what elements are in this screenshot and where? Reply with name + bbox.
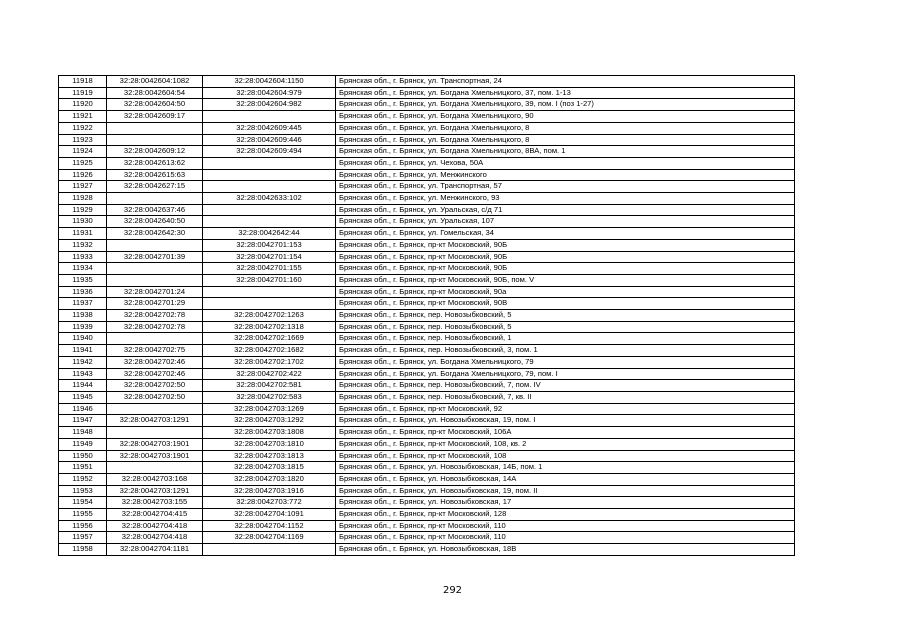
table-row	[59, 333, 795, 345]
table-row	[59, 169, 795, 181]
address-cell: Брянская обл., г. Брянск, пр-кт Московский, 128	[336, 509, 795, 521]
table-row	[59, 157, 795, 169]
cadastral-building-cell	[107, 134, 203, 146]
cadastral-building-cell	[107, 333, 203, 345]
address-cell: Брянская обл., г. Брянск, пр-кт Московский, 108, кв. 2	[336, 438, 795, 450]
table-row	[59, 321, 795, 333]
table-row	[59, 228, 795, 240]
cadastral-premise-cell: 32:28:0042702:583	[203, 391, 336, 403]
cadastral-building-cell: 32:28:0042637:46	[107, 204, 203, 216]
table-row	[59, 485, 795, 497]
table-row	[59, 76, 795, 88]
cadastral-building-cell: 32:28:0042704:415	[107, 509, 203, 521]
cadastral-building-cell	[107, 403, 203, 415]
row-number-cell: 11942	[59, 356, 107, 368]
cadastral-building-cell: 32:28:0042702:46	[107, 368, 203, 380]
cadastral-building-cell	[107, 462, 203, 474]
row-number-cell: 11952	[59, 473, 107, 485]
table-row	[59, 181, 795, 193]
address-cell: Брянская обл., г. Брянск, пр-кт Московский, 108	[336, 450, 795, 462]
table-row	[59, 99, 795, 111]
row-number-cell: 11947	[59, 415, 107, 427]
cadastral-building-cell: 32:28:0042704:418	[107, 532, 203, 544]
cadastral-premise-cell: 32:28:0042701:160	[203, 274, 336, 286]
table-row	[59, 111, 795, 123]
cadastral-building-cell: 32:28:0042701:24	[107, 286, 203, 298]
table-row	[59, 509, 795, 521]
row-number-cell: 11937	[59, 298, 107, 310]
row-number-cell: 11940	[59, 333, 107, 345]
address-cell: Брянская обл., г. Брянск, ул. Богдана Хмельницкого, 37, пом. 1-13	[336, 87, 795, 99]
address-cell: Брянская обл., г. Брянск, ул. Богдана Хмельницкого, 8ВА, пом. 1	[336, 146, 795, 158]
row-number-cell: 11920	[59, 99, 107, 111]
row-number-cell: 11949	[59, 438, 107, 450]
row-number-cell: 11938	[59, 310, 107, 322]
cadastral-premise-cell: 32:28:0042703:1815	[203, 462, 336, 474]
address-cell: Брянская обл., г. Брянск, пр-кт Московский, 90В	[336, 298, 795, 310]
cadastral-building-cell: 32:28:0042703:168	[107, 473, 203, 485]
row-number-cell: 11925	[59, 157, 107, 169]
address-cell: Брянская обл., г. Брянск, пер. Новозыбковский, 5	[336, 321, 795, 333]
cadastral-building-cell	[107, 263, 203, 275]
row-number-cell: 11933	[59, 251, 107, 263]
cadastral-building-cell: 32:28:0042615:63	[107, 169, 203, 181]
cadastral-building-cell: 32:28:0042703:1901	[107, 438, 203, 450]
address-cell: Брянская обл., г. Брянск, ул. Менжинского, 93	[336, 193, 795, 205]
cadastral-building-cell: 32:28:0042642:30	[107, 228, 203, 240]
cadastral-building-cell: 32:28:0042604:54	[107, 87, 203, 99]
cadastral-premise-cell	[203, 157, 336, 169]
cadastral-building-cell: 32:28:0042704:1181	[107, 544, 203, 556]
cadastral-building-cell: 32:28:0042604:1082	[107, 76, 203, 88]
row-number-cell: 11934	[59, 263, 107, 275]
cadastral-premise-cell	[203, 204, 336, 216]
table-row	[59, 87, 795, 99]
address-cell: Брянская обл., г. Брянск, ул. Новозыбковская, 19, пом. II	[336, 485, 795, 497]
address-cell: Брянская обл., г. Брянск, пер. Новозыбковский, 5	[336, 310, 795, 322]
address-cell: Брянская обл., г. Брянск, ул. Чехова, 50А	[336, 157, 795, 169]
cadastral-building-cell: 32:28:0042702:46	[107, 356, 203, 368]
row-number-cell: 11953	[59, 485, 107, 497]
cadastral-premise-cell: 32:28:0042703:1813	[203, 450, 336, 462]
cadastral-premise-cell: 32:28:0042704:1152	[203, 520, 336, 532]
address-cell: Брянская обл., г. Брянск, пер. Новозыбковский, 7, кв. II	[336, 391, 795, 403]
cadastral-premise-cell: 32:28:0042702:1702	[203, 356, 336, 368]
address-cell: Брянская обл., г. Брянск, пр-кт Московский, 92	[336, 403, 795, 415]
property-registry-table	[58, 75, 795, 556]
cadastral-building-cell: 32:28:0042701:39	[107, 251, 203, 263]
table-row	[59, 263, 795, 275]
row-number-cell: 11923	[59, 134, 107, 146]
cadastral-building-cell: 32:28:0042701:29	[107, 298, 203, 310]
row-number-cell: 11939	[59, 321, 107, 333]
cadastral-premise-cell: 32:28:0042702:1263	[203, 310, 336, 322]
row-number-cell: 11927	[59, 181, 107, 193]
cadastral-premise-cell: 32:28:0042703:1808	[203, 427, 336, 439]
cadastral-premise-cell: 32:28:0042704:1169	[203, 532, 336, 544]
table-row	[59, 391, 795, 403]
cadastral-premise-cell: 32:28:0042701:153	[203, 239, 336, 251]
address-cell: Брянская обл., г. Брянск, ул. Богдана Хмельницкого, 79, пом. I	[336, 368, 795, 380]
row-number-cell: 11957	[59, 532, 107, 544]
row-number-cell: 11941	[59, 345, 107, 357]
cadastral-premise-cell: 32:28:0042609:446	[203, 134, 336, 146]
cadastral-premise-cell: 32:28:0042703:772	[203, 497, 336, 509]
address-cell: Брянская обл., г. Брянск, ул. Новозыбковская, 17	[336, 497, 795, 509]
row-number-cell: 11924	[59, 146, 107, 158]
cadastral-building-cell: 32:28:0042609:17	[107, 111, 203, 123]
table-row	[59, 497, 795, 509]
cadastral-premise-cell: 32:28:0042701:155	[203, 263, 336, 275]
cadastral-building-cell: 32:28:0042604:50	[107, 99, 203, 111]
row-number-cell: 11950	[59, 450, 107, 462]
row-number-cell: 11958	[59, 544, 107, 556]
table-row	[59, 356, 795, 368]
table-row	[59, 532, 795, 544]
row-number-cell: 11936	[59, 286, 107, 298]
cadastral-premise-cell: 32:28:0042703:1810	[203, 438, 336, 450]
table-row	[59, 345, 795, 357]
table-row	[59, 298, 795, 310]
table-row	[59, 251, 795, 263]
cadastral-premise-cell: 32:28:0042703:1820	[203, 473, 336, 485]
cadastral-building-cell: 32:28:0042627:15	[107, 181, 203, 193]
row-number-cell: 11930	[59, 216, 107, 228]
cadastral-premise-cell	[203, 111, 336, 123]
cadastral-premise-cell: 32:28:0042609:445	[203, 122, 336, 134]
table-row	[59, 216, 795, 228]
cadastral-building-cell: 32:28:0042613:62	[107, 157, 203, 169]
table-row	[59, 403, 795, 415]
table-row	[59, 146, 795, 158]
table-row	[59, 462, 795, 474]
row-number-cell: 11928	[59, 193, 107, 205]
row-number-cell: 11955	[59, 509, 107, 521]
row-number-cell: 11944	[59, 380, 107, 392]
address-cell: Брянская обл., г. Брянск, пер. Новозыбковский, 1	[336, 333, 795, 345]
cadastral-premise-cell: 32:28:0042701:154	[203, 251, 336, 263]
row-number-cell: 11951	[59, 462, 107, 474]
cadastral-premise-cell	[203, 169, 336, 181]
table-row	[59, 310, 795, 322]
cadastral-building-cell: 32:28:0042702:78	[107, 310, 203, 322]
address-cell: Брянская обл., г. Брянск, ул. Новозыбковская, 19, пом. I	[336, 415, 795, 427]
row-number-cell: 11948	[59, 427, 107, 439]
address-cell: Брянская обл., г. Брянск, пр-кт Московский, 90Б	[336, 239, 795, 251]
table-row	[59, 368, 795, 380]
cadastral-premise-cell: 32:28:0042604:979	[203, 87, 336, 99]
cadastral-premise-cell: 32:28:0042702:581	[203, 380, 336, 392]
row-number-cell: 11932	[59, 239, 107, 251]
table-row	[59, 193, 795, 205]
cadastral-building-cell	[107, 239, 203, 251]
address-cell: Брянская обл., г. Брянск, ул. Богдана Хмельницкого, 8	[336, 122, 795, 134]
cadastral-premise-cell	[203, 544, 336, 556]
cadastral-premise-cell: 32:28:0042609:494	[203, 146, 336, 158]
cadastral-premise-cell: 32:28:0042703:1916	[203, 485, 336, 497]
table-row	[59, 438, 795, 450]
row-number-cell: 11926	[59, 169, 107, 181]
row-number-cell: 11956	[59, 520, 107, 532]
cadastral-premise-cell: 32:28:0042703:1269	[203, 403, 336, 415]
cadastral-premise-cell: 32:28:0042704:1091	[203, 509, 336, 521]
cadastral-premise-cell: 32:28:0042703:1292	[203, 415, 336, 427]
row-number-cell: 11929	[59, 204, 107, 216]
row-number-cell: 11935	[59, 274, 107, 286]
address-cell: Брянская обл., г. Брянск, ул. Богдана Хмельницкого, 39, пом. I (поз 1-27)	[336, 99, 795, 111]
row-number-cell: 11946	[59, 403, 107, 415]
row-number-cell: 11919	[59, 87, 107, 99]
address-cell: Брянская обл., г. Брянск, ул. Транспортная, 57	[336, 181, 795, 193]
table-row	[59, 427, 795, 439]
cadastral-building-cell: 32:28:0042702:75	[107, 345, 203, 357]
address-cell: Брянская обл., г. Брянск, пр-кт Московский, 90а	[336, 286, 795, 298]
cadastral-premise-cell: 32:28:0042642:44	[203, 228, 336, 240]
address-cell: Брянская обл., г. Брянск, пр-кт Московский, 90Б	[336, 251, 795, 263]
cadastral-building-cell: 32:28:0042702:50	[107, 380, 203, 392]
cadastral-premise-cell: 32:28:0042604:982	[203, 99, 336, 111]
address-cell: Брянская обл., г. Брянск, ул. Новозыбковская, 14Б, пом. 1	[336, 462, 795, 474]
page-number: 292	[442, 585, 463, 596]
table-row	[59, 286, 795, 298]
address-cell: Брянская обл., г. Брянск, ул. Богдана Хмельницкого, 8	[336, 134, 795, 146]
address-cell: Брянская обл., г. Брянск, пр-кт Московский, 90Б, пом. V	[336, 274, 795, 286]
cadastral-building-cell: 32:28:0042640:50	[107, 216, 203, 228]
cadastral-building-cell: 32:28:0042704:418	[107, 520, 203, 532]
table-row	[59, 380, 795, 392]
table-row	[59, 122, 795, 134]
table-row	[59, 204, 795, 216]
address-cell: Брянская обл., г. Брянск, ул. Богдана Хмельницкого, 79	[336, 356, 795, 368]
address-cell: Брянская обл., г. Брянск, ул. Уральская, 107	[336, 216, 795, 228]
cadastral-premise-cell: 32:28:0042702:1318	[203, 321, 336, 333]
cadastral-building-cell	[107, 122, 203, 134]
cadastral-premise-cell: 32:28:0042633:102	[203, 193, 336, 205]
cadastral-building-cell: 32:28:0042703:1291	[107, 415, 203, 427]
cadastral-building-cell: 32:28:0042703:1901	[107, 450, 203, 462]
cadastral-premise-cell	[203, 298, 336, 310]
address-cell: Брянская обл., г. Брянск, ул. Уральская, с/д 71	[336, 204, 795, 216]
address-cell: Брянская обл., г. Брянск, ул. Новозыбковская, 18В	[336, 544, 795, 556]
cadastral-premise-cell: 32:28:0042604:1150	[203, 76, 336, 88]
row-number-cell: 11921	[59, 111, 107, 123]
row-number-cell: 11943	[59, 368, 107, 380]
cadastral-building-cell	[107, 427, 203, 439]
row-number-cell: 11922	[59, 122, 107, 134]
row-number-cell: 11945	[59, 391, 107, 403]
table-row	[59, 134, 795, 146]
table-row	[59, 450, 795, 462]
cadastral-building-cell: 32:28:0042702:50	[107, 391, 203, 403]
cadastral-premise-cell	[203, 181, 336, 193]
cadastral-premise-cell: 32:28:0042702:1682	[203, 345, 336, 357]
registry-table-body	[59, 76, 795, 556]
address-cell: Брянская обл., г. Брянск, пр-кт Московский, 110	[336, 520, 795, 532]
table-row	[59, 544, 795, 556]
row-number-cell: 11918	[59, 76, 107, 88]
table-row	[59, 473, 795, 485]
cadastral-building-cell	[107, 274, 203, 286]
cadastral-building-cell: 32:28:0042703:155	[107, 497, 203, 509]
cadastral-premise-cell: 32:28:0042702:422	[203, 368, 336, 380]
cadastral-building-cell: 32:28:0042703:1291	[107, 485, 203, 497]
address-cell: Брянская обл., г. Брянск, ул. Богдана Хмельницкого, 90	[336, 111, 795, 123]
address-cell: Брянская обл., г. Брянск, пр-кт Московский, 110	[336, 532, 795, 544]
address-cell: Брянская обл., г. Брянск, ул. Менжинского	[336, 169, 795, 181]
row-number-cell: 11954	[59, 497, 107, 509]
cadastral-building-cell	[107, 193, 203, 205]
cadastral-premise-cell: 32:28:0042702:1669	[203, 333, 336, 345]
table-row	[59, 520, 795, 532]
table-row	[59, 239, 795, 251]
cadastral-building-cell: 32:28:0042609:12	[107, 146, 203, 158]
address-cell: Брянская обл., г. Брянск, ул. Гомельская, 34	[336, 228, 795, 240]
cadastral-premise-cell	[203, 286, 336, 298]
address-cell: Брянская обл., г. Брянск, пр-кт Московский, 90Б	[336, 263, 795, 275]
cadastral-building-cell: 32:28:0042702:78	[107, 321, 203, 333]
table-row	[59, 415, 795, 427]
address-cell: Брянская обл., г. Брянск, пер. Новозыбковский, 3, пом. 1	[336, 345, 795, 357]
address-cell: Брянская обл., г. Брянск, пр-кт Московский, 106А	[336, 427, 795, 439]
address-cell: Брянская обл., г. Брянск, ул. Транспортная, 24	[336, 76, 795, 88]
cadastral-premise-cell	[203, 216, 336, 228]
address-cell: Брянская обл., г. Брянск, ул. Новозыбковская, 14А	[336, 473, 795, 485]
row-number-cell: 11931	[59, 228, 107, 240]
address-cell: Брянская обл., г. Брянск, пер. Новозыбковский, 7, пом. IV	[336, 380, 795, 392]
table-row	[59, 274, 795, 286]
